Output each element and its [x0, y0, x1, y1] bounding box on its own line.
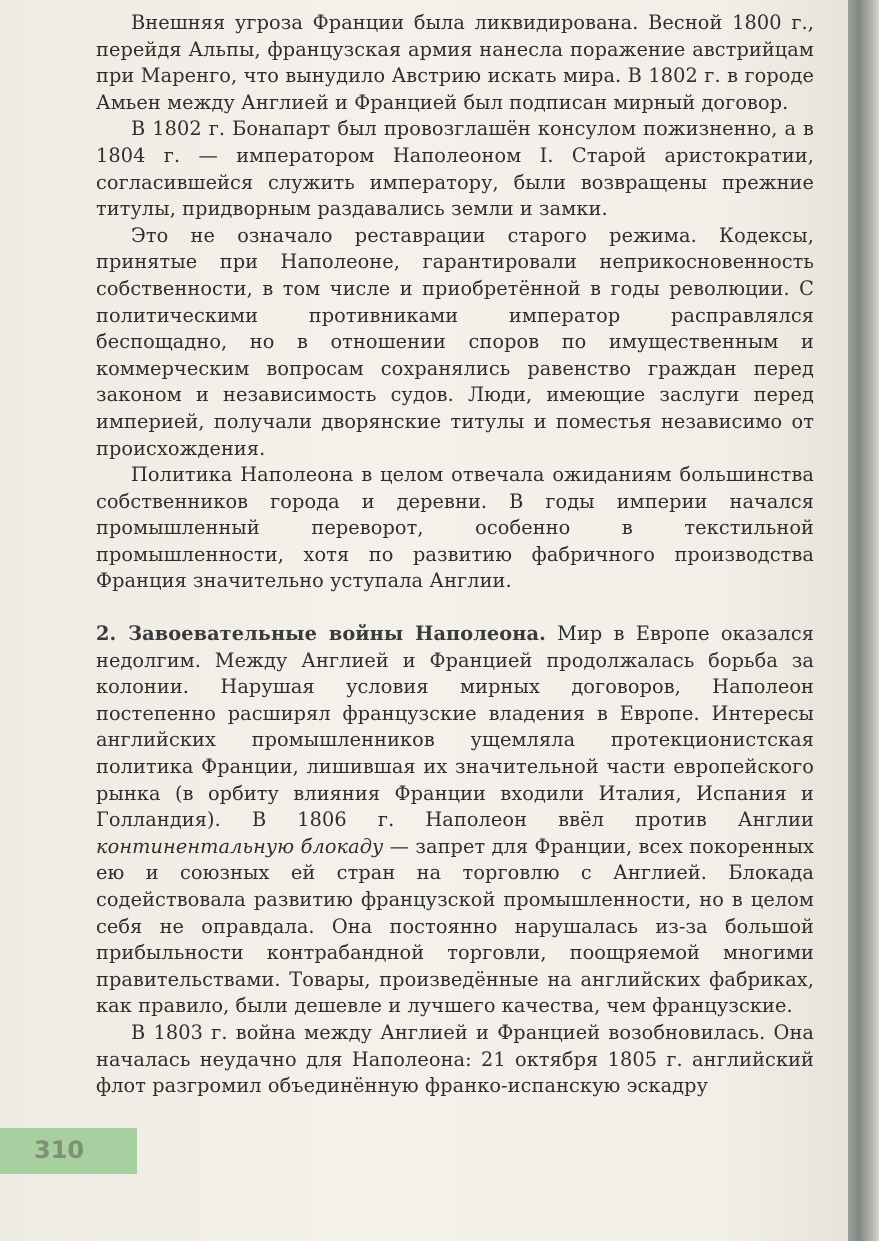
paragraph-1: Внешняя угроза Франции была ликвидирована. Весной 1800 г., перейдя Альпы, французская армия нанесла поражение австрийцам при Маренго, что вынудило Австрию искать мира. В 1802 г. в городе Амьен между Англией и Францией был подписан мирный договор.: [96, 11, 814, 114]
book-edge: [848, 0, 879, 1241]
page-number-tab: [0, 1128, 137, 1174]
section-heading: 2. Завоевательные войны Наполеона.: [96, 622, 546, 646]
paragraph-2: В 1802 г. Бонапарт был провозглашён консулом пожизненно, а в 1804 г. — императором Наполеоном I. Старой аристократии, согласившейся служить императору, были возвращены прежние титулы, придворным раздавались земли и замки.: [96, 117, 814, 221]
section-2-paragraph: [96, 621, 814, 1020]
section-text-after-term: — запрет для Франции, всех покоренных ею и союзных ей стран на торговлю с Англией. Блокада содействовала развитию французской промышленности, но в целом себя не оправдала. Она постоянно нарушалась из-за большой прибыльности контрабандной торговли, поощряемой многими правительствами. Товары, произведённые на английских фабриках, как правило, были дешевле и лучшего качества, чем французские.: [96, 834, 814, 1018]
paragraph-war-1803: В 1803 г. война между Англией и Францией возобновилась. Она началась неудачно для Наполеона: 21 октября 1805 г. английский флот разгромил объединённую франко-испанскую эскадру: [96, 1020, 814, 1098]
italic-term: континентальную блокаду: [96, 834, 384, 858]
paragraph-3: Это не означало реставрации старого режима. Кодексы, принятые при Наполеоне, гарантировали неприкосновенность собственности, в том числе и приобретённой в годы революции. С политическими противниками император расправлялся беспощадно, но в отношении споров по имущественным и коммерческим вопросам сохранялись равенство граждан перед законом и независимость судов. Люди, имеющие заслуги перед империей, получали дворянские титулы и поместья независимо от происхождения.: [96, 223, 814, 460]
page-text: [96, 10, 814, 1100]
page-number: 310: [34, 1136, 85, 1164]
paragraph-4: Политика Наполеона в целом отвечала ожиданиям большинства собственников города и деревни. В годы империи начался промышленный переворот, особенно в текстильной промышленности, хотя по развитию фабричного производства Франция значительно уступала Англии.: [96, 463, 814, 593]
section-text-before-term: Мир в Европе оказался недолгим. Между Англией и Францией продолжалась борьба за колонии. Нарушая условия мирных договоров, Наполеон постепенно расширял французские владения в Европе. Интересы английских промышленников ущемляла протекционистская политика Франции, лишившая их значительной части европейского рынка (в орбиту влияния Франции входили Италия, Испания и Голландия). В 1806 г. Наполеон ввёл против Англии: [96, 622, 815, 832]
